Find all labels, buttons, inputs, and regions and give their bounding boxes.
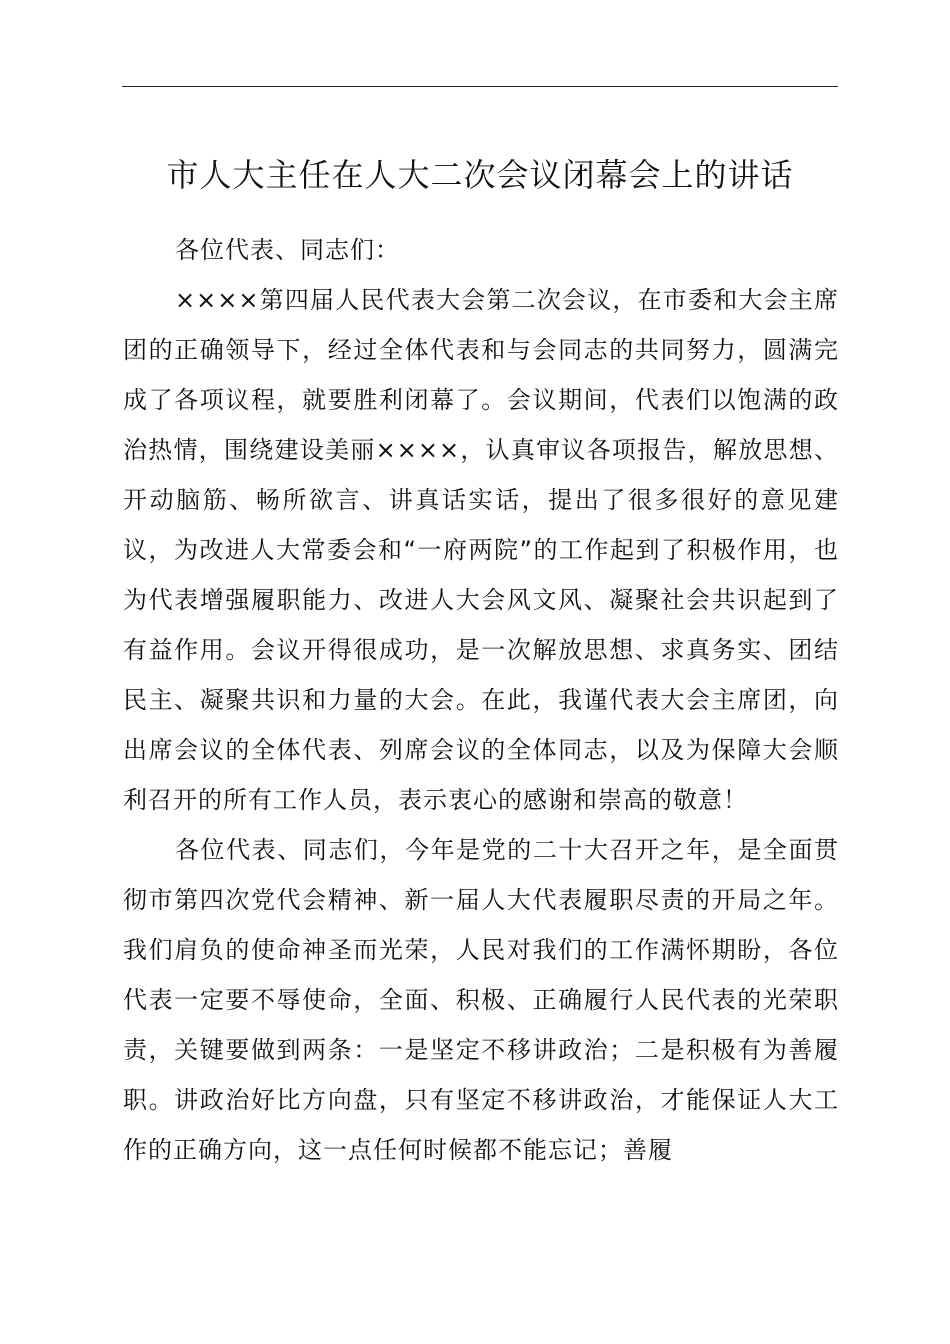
header-rule bbox=[122, 86, 838, 87]
paragraph-1: ××××第四届人民代表大会第二次会议，在市委和大会主席团的正确领导下，经过全体代表和与会同志的共同努力，圆满完成了各项议程，就要胜利闭幕了。会议期间，代表们以饱满的政治热情，围绕建设美丽××××，认真审议各项报告，解放思想、开动脑筋、畅所欲言、讲真话实话，提出了很多很好的意见建议，为改进人大常委会和“一府两院”的工作起到了积极作用，也为代表增强履职能力、改进人大会风文风、凝聚社会共识起到了有益作用。会议开得很成功，是一次解放思想、求真务实、团结民主、凝聚共识和力量的大会。在此，我谨代表大会主席团，向出席会议的全体代表、列席会议的全体同志，以及为保障大会顺利召开的所有工作人员，表示衷心的感谢和崇高的敬意！ bbox=[123, 286, 839, 814]
document-title: 市人大主任在人大二次会议闭幕会上的讲话 bbox=[166, 156, 794, 194]
paragraph-2: 各位代表、同志们，今年是党的二十大召开之年，是全面贯彻市第四次党代会精神、新一届人大代表履职尽责的开局之年。我们肩负的使命神圣而光荣，人民对我们的工作满怀期盼，各位代表一定要不辱使命，全面、积极、正确履行人民代表的光荣职责，关键要做到两条：一是坚定不移讲政治；二是积极有为善履职。讲政治好比方向盘，只有坚定不移讲政治，才能保证人大工作的正确方向，这一点任何时候都不能忘记；善履 bbox=[123, 836, 839, 1164]
document-body bbox=[123, 225, 839, 1175]
salutation: 各位代表、同志们： bbox=[175, 236, 400, 264]
